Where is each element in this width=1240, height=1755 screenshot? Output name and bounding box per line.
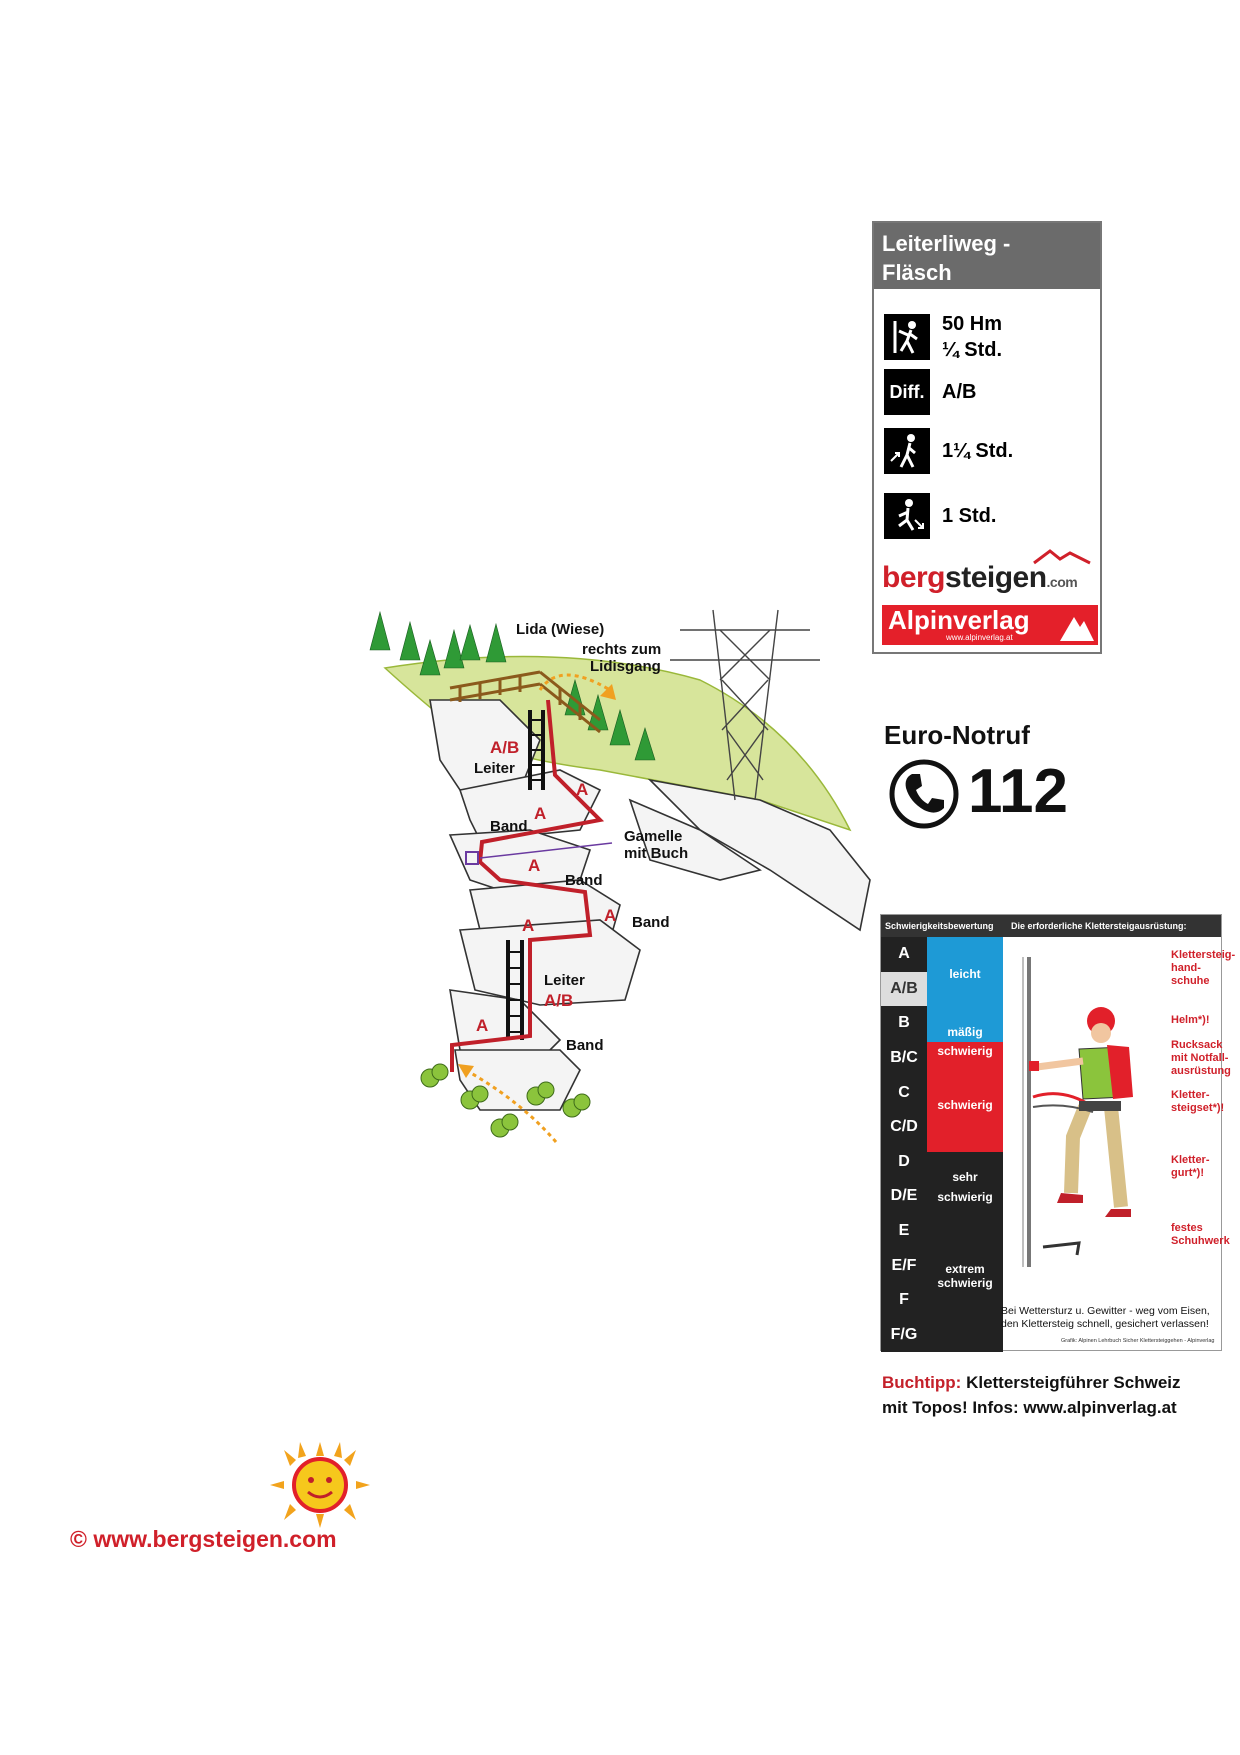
grade-d-e: D/E [881, 1179, 927, 1214]
grade-c: C [881, 1075, 927, 1110]
equip-gloves: Klettersteig- hand- schuhe [1171, 949, 1236, 987]
difficulty-value: A/B [942, 381, 977, 403]
difficulty-row [884, 369, 976, 415]
bergsteigen-logo: bergsteigen.com [882, 561, 1077, 595]
header-equipment: Die erforderliche Klettersteigausrüstung: [1011, 921, 1187, 931]
book-tip [882, 1370, 1181, 1420]
equip-backpack: Rucksack mit Notfall- ausrüstung [1171, 1039, 1231, 1077]
grade-a4: A [604, 906, 617, 925]
band-schwierig [927, 1042, 1003, 1152]
ascent-value: 50 Hm [942, 313, 1003, 335]
band-schwierig-label1: schwierig [937, 1044, 993, 1058]
label-leiter-top: Leiter [474, 760, 515, 777]
descent-time: 1 Std. [942, 505, 997, 527]
header-grading: Schwierigkeitsbewertung [885, 921, 994, 931]
difficulty-table-header [881, 915, 1221, 937]
graphic-credit: Grafik: Alpinen Lehrbuch Sicher Klettersteiggehen - Alpinverlag [1061, 1338, 1215, 1344]
label-rechts-line2: Lidisgang [590, 658, 661, 675]
label-leiter-bottom: Leiter [544, 972, 585, 989]
grade-b-c: B/C [881, 1041, 927, 1076]
grade-b: B [881, 1006, 927, 1041]
label-lida: Lida (Wiese) [516, 621, 605, 638]
grade-a5: A [522, 916, 535, 935]
label-rechts-line1: rechts zum [582, 641, 662, 658]
booktip-line1: Klettersteigführer Schweiz [966, 1373, 1181, 1392]
grade-top-ladder: A/B [490, 738, 520, 757]
band-massig-label: mäßig [947, 1025, 983, 1039]
band-extrem-schwierig-label: schwierig [937, 1276, 993, 1290]
grade-a3: A [528, 856, 541, 875]
grade-a: A [881, 937, 927, 972]
approach-time: 1¼ Std. [942, 440, 1014, 462]
label-band-2: Band [565, 872, 603, 889]
equip-set: Kletter- steigset*)! [1171, 1089, 1225, 1114]
grade-a-b: A/B [881, 972, 927, 1007]
climb-row [884, 311, 1002, 363]
label-gamelle-line2: mit Buch [624, 845, 689, 862]
grade-a2: A [534, 804, 547, 823]
grade-a1: A [576, 780, 589, 799]
weather-warning: Bei Wettersturz u. Gewitter - weg vom Eisen, den Klettersteig schnell, gesichert verlassen! [1001, 1305, 1210, 1330]
climb-time-value: ¼ Std. [942, 339, 1003, 361]
band-leicht-label: leicht [949, 967, 981, 981]
band-sehr-schwierig-label: schwierig [937, 1190, 993, 1204]
grade-a6: A [476, 1016, 489, 1035]
hiker-down-icon [884, 493, 930, 539]
alpinverlag-logo: Alpinverlag www.alpinverlag.at [882, 605, 1098, 645]
grade-bottom-ladder: A/B [544, 991, 574, 1010]
label-band-4: Band [566, 1037, 604, 1054]
climb-info [942, 311, 1002, 363]
phone-icon [888, 758, 960, 830]
grade-f: F [881, 1283, 927, 1318]
label-gamelle-line1: Gamelle [624, 828, 683, 845]
copyright-text: © www.bergsteigen.com [70, 1526, 337, 1552]
label-band-1: Band [490, 818, 528, 835]
difficulty-equipment-chart [880, 914, 1236, 1351]
equip-shoes: festes Schuhwerk [1171, 1222, 1230, 1247]
climber-ladder-icon [884, 314, 930, 360]
label-band-3: Band [632, 914, 670, 931]
band-sehr-schwierig [927, 1152, 1003, 1352]
band-schwierig-label2: schwierig [937, 1098, 993, 1112]
grade-e: E [881, 1214, 927, 1249]
grade-f-g: F/G [881, 1318, 927, 1353]
band-leicht [927, 937, 1003, 1042]
emergency-number: 112 [968, 757, 1069, 826]
equip-harness: Kletter- gurt*)! [1171, 1154, 1210, 1179]
euro-notruf-title: Euro-Notruf [884, 720, 1030, 750]
grade-e-f: E/F [881, 1248, 927, 1283]
difficulty-icon: Diff. [884, 369, 930, 415]
route-info-box [872, 221, 1102, 654]
booktip-label: Buchtipp: [882, 1373, 962, 1392]
route-topo [360, 600, 880, 1160]
booktip-line2: mit Topos! Infos: www.alpinverlag.at [882, 1398, 1177, 1417]
equip-helmet: Helm*)! [1171, 1014, 1210, 1026]
band-extrem-label: extrem [945, 1262, 985, 1276]
route-title-line1: Leiterliweg - [882, 231, 1011, 256]
grade-c-d: C/D [881, 1110, 927, 1145]
approach-row [884, 428, 1013, 474]
grade-d: D [881, 1145, 927, 1180]
descent-row [884, 493, 996, 539]
route-title-line2: Fläsch [882, 260, 952, 285]
hiker-up-icon [884, 428, 930, 474]
band-sehr-label: sehr [952, 1170, 978, 1184]
route-title [874, 223, 1100, 289]
smiling-sun-icon [268, 1440, 372, 1530]
